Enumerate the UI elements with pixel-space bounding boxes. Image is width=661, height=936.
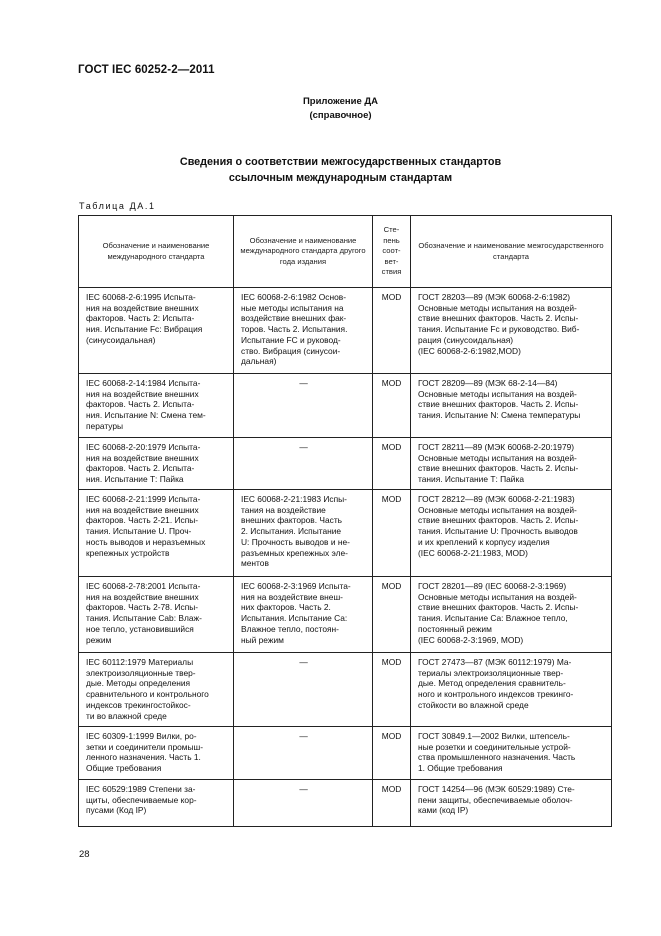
cell-gost-standard <box>411 727 612 780</box>
cell-line: териалы электроизоляционные твер- <box>418 667 564 678</box>
header-gost-standard: Обозначение и наименование межгосударственного стандарта <box>411 216 612 288</box>
cell-gost-standard <box>411 780 612 827</box>
table-row <box>79 374 612 438</box>
cell-line: IEC 60309-1:1999 Вилки, ро- <box>86 731 197 741</box>
cell-line: IEC 60068-2-21:1983 Испы- <box>241 494 347 504</box>
cell-line: ти во влажной среде <box>86 710 167 721</box>
cell-intl-standard <box>79 780 234 827</box>
cell-intl-standard <box>79 438 234 490</box>
cell-line: ного и контрольного индексов трекинго- <box>418 689 574 700</box>
cell-line: пени защиты, обеспечиваемые оболоч- <box>418 794 573 805</box>
cell-line: ния на воздействие внешних <box>86 504 199 515</box>
cell-line: тания. Испытание U. Проч- <box>86 526 192 537</box>
cell-intl-standard <box>79 577 234 653</box>
table-header-row <box>79 216 612 288</box>
cell-line: дые. Метод определения сравнитель- <box>418 678 566 689</box>
table-label: Таблица ДА.1 <box>79 201 156 211</box>
cell-line: (IEC 60068-2-3:1969, MOD) <box>418 634 524 645</box>
cell-line: дальная) <box>241 356 277 367</box>
cell-line: крепежных устройств <box>86 547 170 558</box>
cell-line: факторов. Часть 2-21. Испы- <box>86 515 199 526</box>
cell-line: ментов <box>241 558 269 569</box>
cell-line: ками (код IP) <box>418 805 469 816</box>
document-header: ГОСТ IEC 60252-2—2011 <box>78 64 215 76</box>
cell-gost-standard <box>411 653 612 727</box>
cell-line: IEC 60068-2-20:1979 Испыта- <box>86 442 201 452</box>
cell-line: 1. Общие требования <box>418 763 503 774</box>
cell-line: — <box>299 784 308 794</box>
cell-line: и их креплений к корпусу изделия <box>418 536 550 547</box>
cell-line: разъемных крепежных эле- <box>241 547 348 558</box>
cell-intl-standard <box>79 374 234 438</box>
cell-line: ния на воздействие внешних <box>86 388 199 399</box>
cell-line: U: Прочность выводов и не- <box>241 536 350 547</box>
cell-other-year-standard <box>234 577 373 653</box>
section-title-line1: Сведения о соответствии межгосударственных стандартов <box>179 156 502 168</box>
cell-line: ния на воздействие внешних <box>86 302 199 313</box>
cell-line: ния. Испытание Fc: Вибрация <box>86 324 203 335</box>
cell-line: ния на воздействие внеш- <box>241 591 343 602</box>
cell-intl-standard <box>79 727 234 780</box>
cell-line: ленного назначения. Часть 1. <box>86 752 201 763</box>
cell-line: ГОСТ 28211—89 (МЭК 60068-2-20:1979) <box>418 442 575 452</box>
cell-line: ствие внешних факторов. Часть 2. Испы- <box>418 463 579 474</box>
cell-line: ГОСТ 28203—89 (МЭК 60068-2-6:1982) <box>418 292 571 302</box>
cell-other-year-standard <box>234 288 373 374</box>
cell-other-year-standard <box>234 490 373 577</box>
cell-line: тания. Испытание Са: Влажное тепло, <box>418 613 568 624</box>
cell-line: ГОСТ 28201—89 (IEC 60068-2-3:1969) <box>418 581 567 591</box>
cell-other-year-standard <box>234 653 373 727</box>
cell-gost-standard <box>411 438 612 490</box>
cell-other-year-standard <box>234 727 373 780</box>
cell-line: Основные методы испытания на воздей- <box>418 452 577 463</box>
cell-line: ГОСТ 30849.1—2002 Вилки, штепсель- <box>418 731 570 741</box>
cell-line: Основные методы испытания на воздей- <box>418 302 577 313</box>
cell-line: пусами (Код IP) <box>86 805 147 816</box>
cell-line: 2. Испытания. Испытание <box>241 526 342 537</box>
cell-line: ство. Вибрация (синусои- <box>241 345 341 356</box>
cell-line: IEC 60068-2-14:1984 Испыта- <box>86 378 201 388</box>
cell-gost-standard <box>411 288 612 374</box>
cell-degree: MOD <box>373 438 411 490</box>
cell-degree: MOD <box>373 288 411 374</box>
cell-line: тания на воздействие <box>241 504 326 515</box>
cell-line: ствие внешних факторов. Часть 2. Испы- <box>418 399 579 410</box>
cell-line: IEC 60068-2-6:1982 Основ- <box>241 292 346 302</box>
header-degree: Сте- пень соот- вет- ствия <box>373 216 411 288</box>
cell-line: тания. Испытание Cab: Влаж- <box>86 613 202 624</box>
cell-line: ГОСТ 27473—87 (МЭК 60112:1979) Ма- <box>418 657 572 667</box>
cell-line: ГОСТ 28212—89 (МЭК 60068-2-21:1983) <box>418 494 575 504</box>
cell-line: Испытание FC и руковод- <box>241 334 341 345</box>
cell-line: IEC 60068-2-78:2001 Испыта- <box>86 581 201 591</box>
header-intl-standard: Обозначение и наименование международного стандарта <box>79 216 234 288</box>
cell-gost-standard <box>411 374 612 438</box>
cell-line: ГОСТ 14254—96 (МЭК 60529:1989) Сте- <box>418 784 575 794</box>
cell-gost-standard <box>411 577 612 653</box>
cell-line: — <box>299 657 308 667</box>
cell-line: ствие внешних факторов. Часть 2. Испы- <box>418 313 579 324</box>
cell-line: режим <box>86 634 112 645</box>
cell-line: — <box>299 442 308 452</box>
cell-line: Основные методы испытания на воздей- <box>418 504 577 515</box>
table-row <box>79 438 612 490</box>
cell-other-year-standard <box>234 780 373 827</box>
cell-line: щиты, обеспечиваемые кор- <box>86 794 197 805</box>
cell-line: тания. Испытание N: Смена температуры <box>418 410 581 421</box>
table-row <box>79 780 612 827</box>
cell-line: пературы <box>86 420 124 431</box>
cell-line: факторов. Часть 2. Испыта- <box>86 463 195 474</box>
cell-line: ства промышленного назначения. Часть <box>418 752 576 763</box>
cell-gost-standard <box>411 490 612 577</box>
cell-degree: MOD <box>373 490 411 577</box>
cell-line: тания. Испытание Т: Пайка <box>418 474 524 485</box>
cell-intl-standard <box>79 490 234 577</box>
cell-degree: MOD <box>373 653 411 727</box>
cell-line: стойкости во влажной среде <box>418 699 529 710</box>
table-row <box>79 490 612 577</box>
cell-line: (IEC 60068-2-6:1982,MOD) <box>418 345 521 356</box>
cell-line: ния. Испытание Т: Пайка <box>86 474 184 485</box>
cell-line: ния. Испытание N: Смена тем- <box>86 410 206 421</box>
annex-note: (справочное) <box>309 110 372 121</box>
annex-title: Приложение ДА <box>302 96 379 107</box>
cell-line: IEC 60112:1979 Материалы <box>86 657 194 667</box>
cell-line: рация (синусоидальная) <box>418 334 514 345</box>
cell-line: (синусоидальная) <box>86 334 156 345</box>
table-row <box>79 577 612 653</box>
cell-intl-standard <box>79 653 234 727</box>
table-row <box>79 288 612 374</box>
cell-other-year-standard <box>234 374 373 438</box>
cell-other-year-standard <box>234 438 373 490</box>
header-other-year-standard: Обозначение и наименование международного стандарта другого года издания <box>234 216 373 288</box>
cell-line: ные розетки и соединительные устрой- <box>418 741 571 752</box>
cell-line: IEC 60068-2-3:1969 Испыта- <box>241 581 351 591</box>
table-row <box>79 653 612 727</box>
cell-line: ные методы испытания на <box>241 302 344 313</box>
cell-line: сравнительного и контрольного <box>86 689 209 700</box>
cell-line: тания. Испытание U: Прочность выводов <box>418 526 578 537</box>
cell-line: ный режим <box>241 634 284 645</box>
cell-line: внешних факторов. Часть <box>241 515 343 526</box>
cell-line: постоянный режим <box>418 623 492 634</box>
correspondence-table <box>78 215 612 827</box>
cell-line: Общие требования <box>86 763 162 774</box>
cell-degree: MOD <box>373 780 411 827</box>
section-title-line2: ссылочным международным стандартам <box>228 172 453 184</box>
cell-degree: MOD <box>373 577 411 653</box>
cell-line: ния на воздействие внешних <box>86 452 199 463</box>
cell-line: Основные методы испытания на воздей- <box>418 591 577 602</box>
cell-line: зетки и соединители промыш- <box>86 741 204 752</box>
cell-line: электроизоляционные твер- <box>86 667 196 678</box>
cell-degree: MOD <box>373 727 411 780</box>
cell-intl-standard <box>79 288 234 374</box>
cell-line: торов. Часть 2. Испытания. <box>241 324 348 335</box>
cell-line: Испытания. Испытание Са: <box>241 613 348 624</box>
cell-line: факторов. Часть 2-78. Испы- <box>86 602 199 613</box>
cell-line: — <box>299 731 308 741</box>
cell-degree: MOD <box>373 374 411 438</box>
cell-line: — <box>299 378 308 388</box>
cell-line: IEC 60068-2-21:1999 Испыта- <box>86 494 201 504</box>
cell-line: (IEC 60068-2-21:1983, MOD) <box>418 547 528 558</box>
cell-line: ствие внешних факторов. Часть 2. Испы- <box>418 602 579 613</box>
cell-line: ствие внешних факторов. Часть 2. Испы- <box>418 515 579 526</box>
cell-line: ГОСТ 28209—89 (МЭК 68-2-14—84) <box>418 378 558 388</box>
cell-line: Влажное тепло, постоян- <box>241 623 339 634</box>
cell-line: дые. Методы определения <box>86 678 191 689</box>
page-number: 28 <box>79 849 90 860</box>
cell-line: ное тепло, установившийся <box>86 623 194 634</box>
cell-line: ния на воздействие внешних <box>86 591 199 602</box>
cell-line: факторов. Часть 2. Испыта- <box>86 399 195 410</box>
cell-line: IEC 60068-2-6:1995 Испыта- <box>86 292 196 302</box>
cell-line: них факторов. Часть 2. <box>241 602 331 613</box>
cell-line: воздействие внешних фак- <box>241 313 347 324</box>
cell-line: IEC 60529:1989 Степени за- <box>86 784 196 794</box>
cell-line: Основные методы испытания на воздей- <box>418 388 577 399</box>
cell-line: тания. Испытание Fc и руководство. Виб- <box>418 324 580 335</box>
cell-line: ность выводов и неразъемных <box>86 536 206 547</box>
cell-line: факторов. Часть 2: Испыта- <box>86 313 195 324</box>
table-row <box>79 727 612 780</box>
cell-line: индексов трекингостойкос- <box>86 699 191 710</box>
